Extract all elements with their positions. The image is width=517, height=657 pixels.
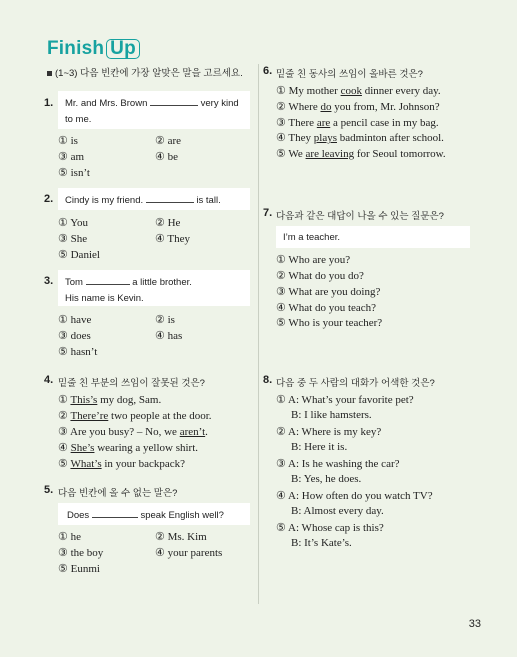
q5-option-2[interactable]: ② Ms. Kim — [155, 531, 207, 543]
q3-option-2[interactable]: ② is — [155, 314, 175, 326]
q1-option-3[interactable]: ③ am — [58, 151, 85, 163]
q3-box: Tom a little brother. His name is Kevin. — [58, 270, 250, 306]
q2-option-4[interactable]: ④ They — [155, 233, 191, 245]
column-divider — [258, 64, 259, 604]
q5-option-3[interactable]: ③ the boy — [58, 547, 104, 559]
q4-option-3[interactable]: ③ Are you busy? – No, we aren’t. — [58, 426, 208, 438]
q1-option-4[interactable]: ④ be — [155, 151, 178, 163]
q2-option-1[interactable]: ① You — [58, 217, 89, 229]
q6-option-5[interactable]: ⑤ We are leaving for Seoul tomorrow. — [276, 148, 446, 160]
q7-option-5[interactable]: ⑤ Who is your teacher? — [276, 317, 383, 329]
q6-option-4[interactable]: ④ They plays badminton after school. — [276, 132, 444, 144]
q8-option-1-a[interactable]: ① A: What’s your favorite pet? — [276, 394, 414, 406]
q1-option-1[interactable]: ① is — [58, 135, 78, 147]
q7-number: 7. — [263, 207, 273, 219]
q7-option-3[interactable]: ③ What are you doing? — [276, 286, 381, 298]
q2-option-2[interactable]: ② He — [155, 217, 181, 229]
q5-box: Does speak English well? — [58, 503, 250, 525]
q7-option-1[interactable]: ① Who are you? — [276, 254, 351, 266]
q2-number: 2. — [44, 193, 54, 205]
q6-option-3[interactable]: ③ There are a pencil case in my bag. — [276, 117, 439, 129]
q6-option-2[interactable]: ② Where do you from, Mr. Johnson? — [276, 101, 440, 113]
q8-option-2-a[interactable]: ② A: Where is my key? — [276, 426, 382, 438]
title-up-badge: Up — [106, 39, 140, 59]
q5-number: 5. — [44, 484, 54, 496]
q4-question: 밑줄 친 부분의 쓰임이 잘못된 것은? — [58, 378, 205, 389]
q6-number: 6. — [263, 65, 273, 77]
q1-number: 1. — [44, 97, 54, 109]
q8-option-4-b: B: Almost every day. — [291, 505, 384, 517]
q6-question: 밑줄 친 동사의 쓰임이 올바른 것은? — [276, 69, 423, 80]
q8-option-3-a[interactable]: ③ A: Is he washing the car? — [276, 458, 400, 470]
section-title — [47, 38, 140, 60]
q4-option-2[interactable]: ② There’re two people at the door. — [58, 410, 212, 422]
q4-option-5[interactable]: ⑤ What’s in your backpack? — [58, 458, 185, 470]
q5-option-5[interactable]: ⑤ Eunmi — [58, 563, 100, 575]
q8-number: 8. — [263, 374, 273, 386]
q1-option-2[interactable]: ② are — [155, 135, 182, 147]
q6-option-1[interactable]: ① My mother cook dinner every day. — [276, 85, 441, 97]
q4-option-4[interactable]: ④ She’s wearing a yellow shirt. — [58, 442, 199, 454]
q7-box: I’m a teacher. — [276, 226, 470, 248]
q8-option-1-b: B: I like hamsters. — [291, 409, 372, 421]
instruction: (1~3) 다음 빈칸에 가장 알맞은 말을 고르세요. — [47, 65, 243, 79]
q5-option-1[interactable]: ① he — [58, 531, 81, 543]
q7-question: 다음과 같은 대답이 나올 수 있는 질문은? — [276, 211, 444, 222]
page-number: 33 — [468, 618, 481, 630]
q8-option-4-a[interactable]: ④ A: How often do you watch TV? — [276, 490, 433, 502]
q2-box: Cindy is my friend. is tall. — [58, 188, 250, 210]
q3-option-3[interactable]: ③ does — [58, 330, 91, 342]
q2-option-3[interactable]: ③ She — [58, 233, 88, 245]
q4-number: 4. — [44, 374, 54, 386]
q3-option-5[interactable]: ⑤ hasn’t — [58, 346, 98, 358]
q3-option-4[interactable]: ④ has — [155, 330, 183, 342]
q4-option-1[interactable]: ① This’s my dog, Sam. — [58, 394, 162, 406]
q1-option-5[interactable]: ⑤ isn’t — [58, 167, 90, 179]
q8-option-5-b: B: It’s Kate’s. — [291, 537, 352, 549]
q8-option-5-a[interactable]: ⑤ A: Whose cap is this? — [276, 522, 384, 534]
q2-option-5[interactable]: ⑤ Daniel — [58, 249, 100, 261]
q7-option-2[interactable]: ② What do you do? — [276, 270, 364, 282]
q3-number: 3. — [44, 275, 54, 287]
title-main: Finish — [47, 38, 105, 59]
q8-question: 다음 중 두 사람의 대화가 어색한 것은? — [276, 378, 435, 389]
square-bullet-icon — [47, 71, 52, 76]
q5-option-4[interactable]: ④ your parents — [155, 547, 223, 559]
q3-option-1[interactable]: ① have — [58, 314, 92, 326]
q7-option-4[interactable]: ④ What do you teach? — [276, 302, 377, 314]
q5-question: 다음 빈칸에 올 수 없는 말은? — [58, 488, 178, 499]
q1-box: Mr. and Mrs. Brown very kind to me. — [58, 91, 250, 129]
q8-option-3-b: B: Yes, he does. — [291, 473, 362, 485]
q8-option-2-b: B: Here it is. — [291, 441, 348, 453]
